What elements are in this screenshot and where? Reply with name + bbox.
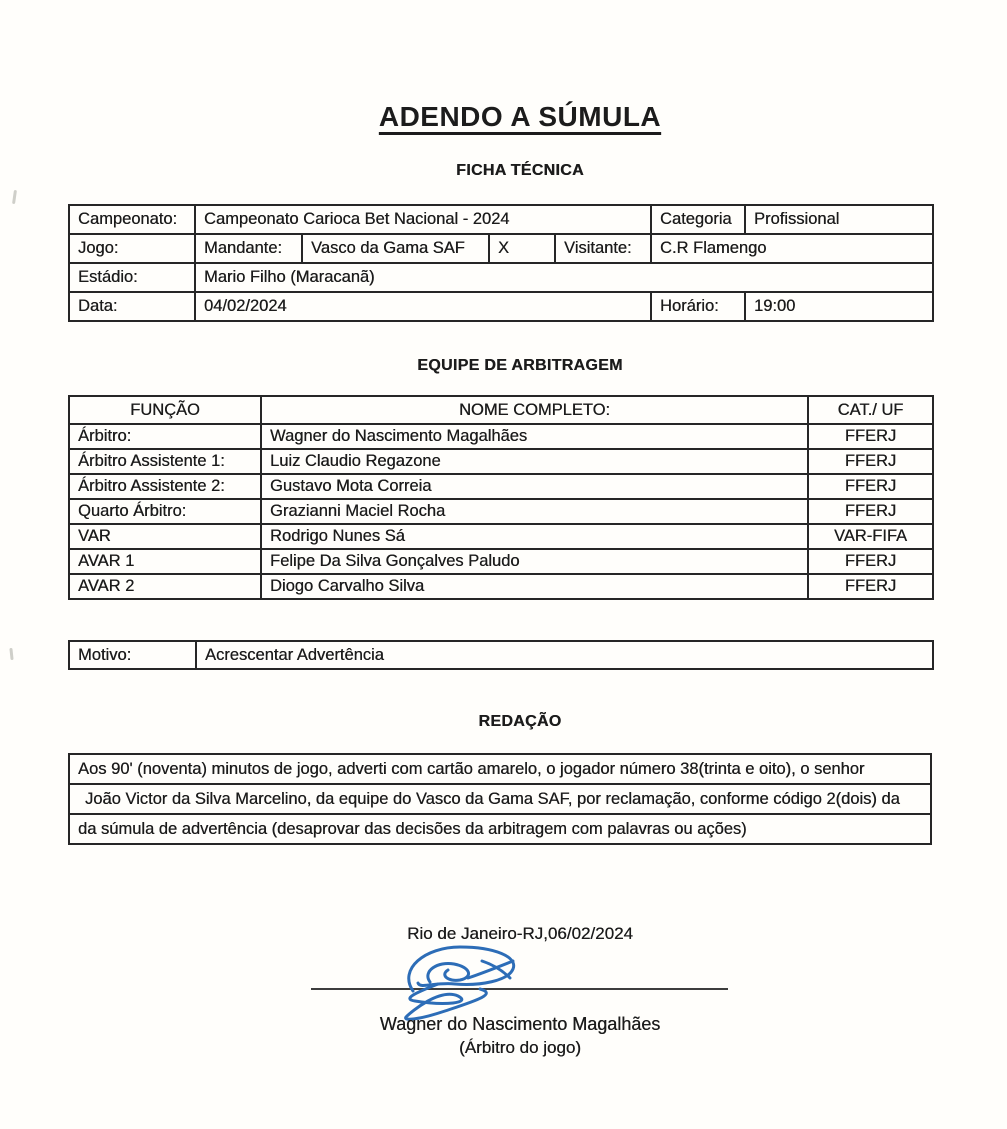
nome-cell: Diogo Carvalho Silva xyxy=(261,574,808,599)
redacao-line: da súmula de advertência (desaprovar das decisões da arbitragem com palavras ou ações) xyxy=(69,814,931,844)
mandante-label-cell: Mandante: xyxy=(195,234,302,263)
table-row xyxy=(69,524,933,549)
estadio-label-cell: Estádio: xyxy=(69,263,195,292)
table-row xyxy=(69,474,933,499)
estadio-value-cell: Mario Filho (Maracanã) xyxy=(195,263,933,292)
table-row xyxy=(69,234,933,263)
table-row xyxy=(69,499,933,524)
funcao-cell: AVAR 2 xyxy=(69,574,261,599)
table-row xyxy=(69,784,931,814)
cat-cell: FFERJ xyxy=(808,474,933,499)
place-date-line: Rio de Janeiro-RJ,06/02/2024 xyxy=(407,924,633,943)
funcao-cell: VAR xyxy=(69,524,261,549)
nome-cell: Rodrigo Nunes Sá xyxy=(261,524,808,549)
cat-cell: VAR-FIFA xyxy=(808,524,933,549)
cat-cell: FFERJ xyxy=(808,424,933,449)
table-row xyxy=(69,641,933,669)
equipe-arbitragem-table xyxy=(68,395,934,600)
horario-label-cell: Horário: xyxy=(651,292,745,321)
cat-cell: FFERJ xyxy=(808,574,933,599)
funcao-cell: AVAR 1 xyxy=(69,549,261,574)
funcao-cell: Árbitro Assistente 1: xyxy=(69,449,261,474)
nome-cell: Wagner do Nascimento Magalhães xyxy=(261,424,808,449)
campeonato-label-cell: Campeonato: xyxy=(69,205,195,234)
table-row xyxy=(69,549,933,574)
mandante-value-cell: Vasco da Gama SAF xyxy=(302,234,489,263)
nome-cell: Luiz Claudio Regazone xyxy=(261,449,808,474)
scan-artifact xyxy=(9,648,13,660)
nome-column-header: NOME COMPLETO: xyxy=(261,396,808,424)
nome-cell: Grazianni Maciel Rocha xyxy=(261,499,808,524)
cat-cell: FFERJ xyxy=(808,499,933,524)
funcao-cell: Árbitro: xyxy=(69,424,261,449)
funcao-cell: Árbitro Assistente 2: xyxy=(69,474,261,499)
campeonato-value-cell: Campeonato Carioca Bet Nacional - 2024 xyxy=(195,205,651,234)
table-row xyxy=(69,754,931,784)
data-label-cell: Data: xyxy=(69,292,195,321)
horario-value-cell: 19:00 xyxy=(745,292,933,321)
redacao-heading: REDAÇÃO xyxy=(478,713,562,730)
table-row xyxy=(69,205,933,234)
ficha-tecnica-heading: FICHA TÉCNICA xyxy=(456,162,584,179)
visitante-label-cell: Visitante: xyxy=(555,234,651,263)
redacao-line: Aos 90' (noventa) minutos de jogo, adverti com cartão amarelo, o jogador número 38(trinta e oito), o senhor xyxy=(69,754,931,784)
table-row xyxy=(69,449,933,474)
page-title: ADENDO A SÚMULA xyxy=(378,101,662,132)
categoria-value-cell: Profissional xyxy=(745,205,933,234)
ficha-tecnica-table xyxy=(68,204,934,322)
redacao-line: João Victor da Silva Marcelino, da equipe do Vasco da Gama SAF, por reclamação, conforme código 2(dois) da xyxy=(69,784,931,814)
equipe-arbitragem-heading: EQUIPE DE ARBITRAGEM xyxy=(417,357,623,374)
data-value-cell: 04/02/2024 xyxy=(195,292,651,321)
table-row xyxy=(69,814,931,844)
versus-cell: X xyxy=(489,234,555,263)
jogo-label-cell: Jogo: xyxy=(69,234,195,263)
cat-cell: FFERJ xyxy=(808,449,933,474)
table-row xyxy=(69,574,933,599)
visitante-value-cell: C.R Flamengo xyxy=(651,234,933,263)
cat-column-header: CAT./ UF xyxy=(808,396,933,424)
scan-artifact xyxy=(12,190,17,204)
signature-scribble xyxy=(380,941,530,1021)
categoria-label-cell: Categoria xyxy=(651,205,745,234)
motivo-table xyxy=(68,640,934,670)
funcao-column-header: FUNÇÃO xyxy=(69,396,261,424)
table-row xyxy=(69,263,933,292)
motivo-label-cell: Motivo: xyxy=(69,641,196,669)
nome-cell: Felipe Da Silva Gonçalves Paludo xyxy=(261,549,808,574)
signer-name: Wagner do Nascimento Magalhães xyxy=(379,1014,661,1034)
signer-role: (Árbitro do jogo) xyxy=(459,1038,581,1057)
nome-cell: Gustavo Mota Correia xyxy=(261,474,808,499)
funcao-cell: Quarto Árbitro: xyxy=(69,499,261,524)
table-header-row xyxy=(69,396,933,424)
table-row xyxy=(69,424,933,449)
redacao-table xyxy=(68,753,932,845)
table-row xyxy=(69,292,933,321)
cat-cell: FFERJ xyxy=(808,549,933,574)
motivo-value-cell: Acrescentar Advertência xyxy=(196,641,933,669)
